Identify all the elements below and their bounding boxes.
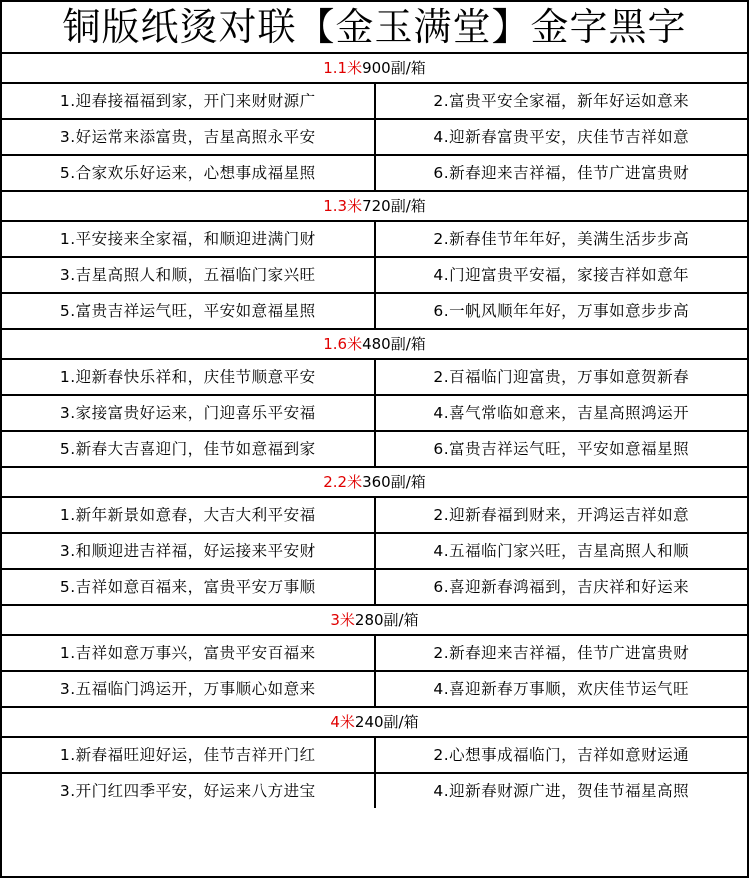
couplet-cell: 1.迎新春快乐祥和，庆佳节顺意平安: [59, 368, 316, 386]
couplet-cell: 2.新春迎来吉祥福，佳节广进富贵财: [374, 636, 748, 670]
couplet-cell: 6.富贵吉祥运气旺，平安如意福星照: [374, 432, 748, 466]
section-header: [2, 468, 747, 498]
couplet-cell: 5.吉祥如意百福来，富贵平安万事顺: [59, 578, 316, 596]
couplet-row: [2, 774, 747, 808]
couplet-cell: 6.喜迎新春鸿福到，吉庆祥和好运来: [374, 570, 748, 604]
couplet-row: [2, 258, 747, 294]
sheet-title: 铜版纸烫对联【金玉满堂】金字黑字: [2, 2, 747, 54]
couplet-cell: 4.五福临门家兴旺，吉星高照人和顺: [374, 534, 748, 568]
couplet-row: [2, 636, 747, 672]
couplet-cell: 2.迎新春福到财来，开鸿运吉祥如意: [374, 498, 748, 532]
couplet-row: [2, 294, 747, 330]
quantity-label: 720副/箱: [362, 197, 426, 215]
couplet-row: [2, 738, 747, 774]
couplet-cell: 1.平安接来全家福，和顺迎进满门财: [59, 230, 316, 248]
couplet-cell: 4.迎新春财源广进，贺佳节福星高照: [374, 774, 748, 808]
couplet-cell: 1.新春福旺迎好运，佳节吉祥开门红: [59, 746, 316, 764]
section-header: [2, 192, 747, 222]
section-header: [2, 708, 747, 738]
couplet-cell: 4.门迎富贵平安福，家接吉祥如意年: [374, 258, 748, 292]
size-label: 1.6米: [323, 335, 363, 353]
couplet-cell: 6.新春迎来吉祥福，佳节广进富贵财: [374, 156, 748, 190]
couplet-row: [2, 156, 747, 192]
couplet-cell: 3.家接富贵好运来，门迎喜乐平安福: [59, 404, 316, 422]
couplet-row: [2, 570, 747, 606]
couplet-cell: 1.新年新景如意春，大吉大利平安福: [59, 506, 316, 524]
size-label: 3米: [330, 611, 355, 629]
quantity-label: 360副/箱: [362, 473, 426, 491]
couplet-cell: 3.吉星高照人和顺，五福临门家兴旺: [59, 266, 316, 284]
couplet-row: [2, 534, 747, 570]
couplet-cell: 2.新春佳节年年好，美满生活步步高: [374, 222, 748, 256]
section-header: [2, 54, 747, 84]
couplet-cell: 3.五福临门鸿运开，万事顺心如意来: [59, 680, 316, 698]
quantity-label: 280副/箱: [354, 611, 419, 629]
quantity-label: 480副/箱: [362, 335, 426, 353]
couplet-cell: 3.开门红四季平安，好运来八方进宝: [59, 782, 316, 800]
couplet-row: [2, 120, 747, 156]
section-header: [2, 330, 747, 360]
couplet-cell: 1.迎春接福福到家，开门来财财源广: [59, 92, 316, 110]
size-label: 1.1米: [323, 59, 363, 77]
couplet-row: [2, 396, 747, 432]
sections-container: [2, 54, 747, 808]
couplet-cell: 5.富贵吉祥运气旺，平安如意福星照: [59, 302, 316, 320]
couplet-cell: 1.吉祥如意万事兴，富贵平安百福来: [59, 644, 316, 662]
couplet-row: [2, 222, 747, 258]
couplet-cell: 3.和顺迎进吉祥福，好运接来平安财: [59, 542, 316, 560]
quantity-label: 240副/箱: [354, 713, 419, 731]
couplet-cell: 5.合家欢乐好运来，心想事成福星照: [59, 164, 316, 182]
couplet-cell: 4.迎新春富贵平安，庆佳节吉祥如意: [374, 120, 748, 154]
size-label: 2.2米: [323, 473, 363, 491]
couplet-cell: 6.一帆风顺年年好，万事如意步步高: [374, 294, 748, 328]
couplet-cell: 4.喜气常临如意来，吉星高照鸿运开: [374, 396, 748, 430]
couplet-row: [2, 432, 747, 468]
couplet-row: [2, 84, 747, 120]
couplet-row: [2, 672, 747, 708]
couplet-cell: 5.新春大吉喜迎门，佳节如意福到家: [59, 440, 316, 458]
size-label: 1.3米: [323, 197, 363, 215]
couplet-cell: 4.喜迎新春万事顺，欢庆佳节运气旺: [374, 672, 748, 706]
couplet-row: [2, 498, 747, 534]
couplet-cell: 2.心想事成福临门，吉祥如意财运通: [374, 738, 748, 772]
size-label: 4米: [330, 713, 355, 731]
couplet-cell: 2.百福临门迎富贵，万事如意贺新春: [374, 360, 748, 394]
couplet-cell: 3.好运常来添富贵，吉星高照永平安: [59, 128, 316, 146]
quantity-label: 900副/箱: [362, 59, 426, 77]
couplet-row: [2, 360, 747, 396]
couplet-cell: 2.富贵平安全家福，新年好运如意来: [374, 84, 748, 118]
section-header: [2, 606, 747, 636]
